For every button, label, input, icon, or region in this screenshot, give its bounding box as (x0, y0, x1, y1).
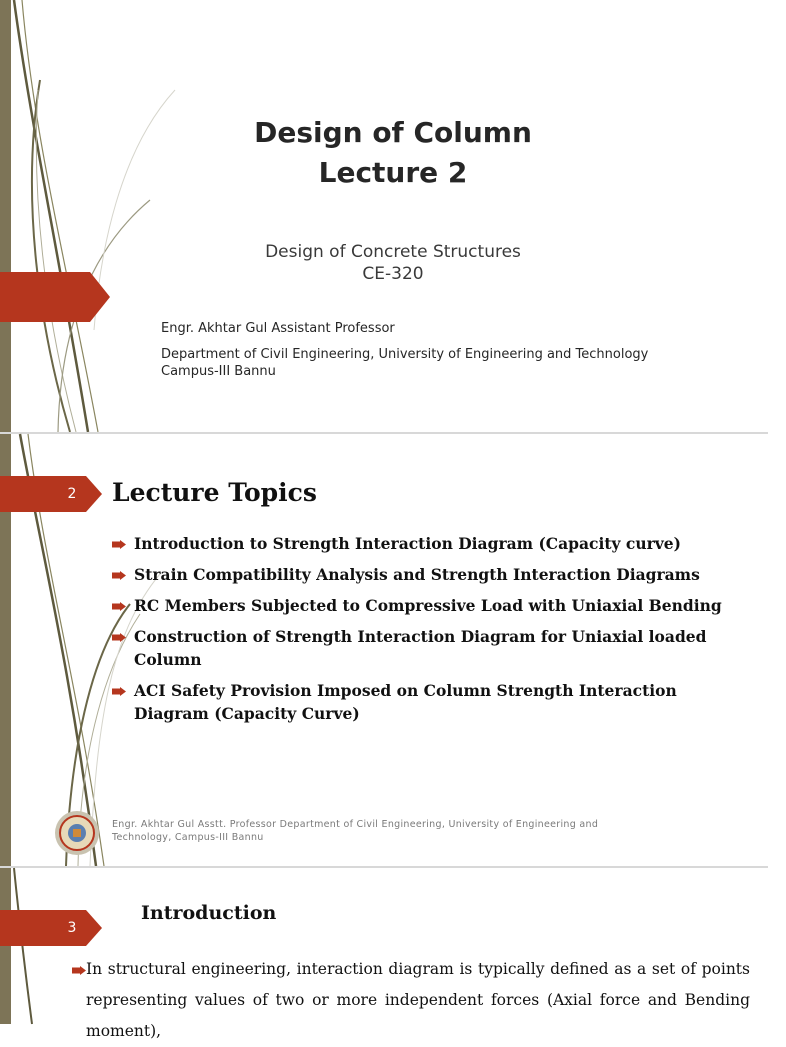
right-arrow-icon (112, 602, 126, 611)
university-seal-icon (54, 810, 100, 856)
slide-footer (112, 818, 652, 844)
topic-text: ACI Safety Provision Imposed on Column Strength Interaction Diagram (Capacity Curve) (134, 681, 677, 723)
course-code: CE-320 (362, 264, 424, 284)
introduction-slide (0, 868, 768, 1040)
right-arrow-icon (112, 571, 126, 580)
intro-paragraph: In structural engineering, interaction diagram is typically defined as a set of points representing values of two or more independent forces (Axial force and Bending moment), (86, 960, 750, 1040)
list-item (110, 625, 730, 671)
topics-list (110, 532, 730, 733)
title-line-1: Design of Column (254, 116, 532, 149)
list-item (110, 679, 730, 725)
list-item (110, 532, 730, 555)
topic-text: Introduction to Strength Interaction Diagram (Capacity curve) (134, 534, 682, 553)
list-item (110, 563, 730, 586)
right-arrow-icon (112, 687, 126, 696)
right-arrow-icon (72, 966, 86, 975)
department-line-2: Campus-III Bannu (161, 364, 276, 379)
topic-text: Construction of Strength Interaction Diagram for Uniaxial loaded Column (134, 627, 707, 669)
decorative-swoosh-icon (0, 868, 60, 1024)
topic-text: RC Members Subjected to Compressive Load with Uniaxial Bending (134, 596, 722, 615)
slide-heading: Lecture Topics (112, 478, 317, 507)
title-line-2: Lecture 2 (318, 156, 468, 189)
topics-slide (0, 434, 768, 866)
slide-heading: Introduction (141, 902, 277, 924)
slide-number: 3 (67, 920, 77, 936)
topic-text: Strain Compatibility Analysis and Strength Interaction Diagrams (134, 565, 700, 584)
right-arrow-icon (112, 633, 126, 642)
list-item (110, 594, 730, 617)
footer-line-1: Engr. Akhtar Gul Asstt. Professor Department of Civil Engineering, University of Engineering and (112, 819, 599, 830)
author-line: Engr. Akhtar Gul Assistant Professor (161, 321, 395, 336)
right-arrow-icon (112, 540, 126, 549)
department-line-1: Department of Civil Engineering, University of Engineering and Technology (161, 347, 649, 362)
slide-number: 2 (67, 486, 77, 502)
title-slide (0, 0, 768, 432)
course-name: Design of Concrete Structures (265, 242, 521, 262)
footer-line-2: Technology, Campus-III Bannu (112, 832, 264, 843)
